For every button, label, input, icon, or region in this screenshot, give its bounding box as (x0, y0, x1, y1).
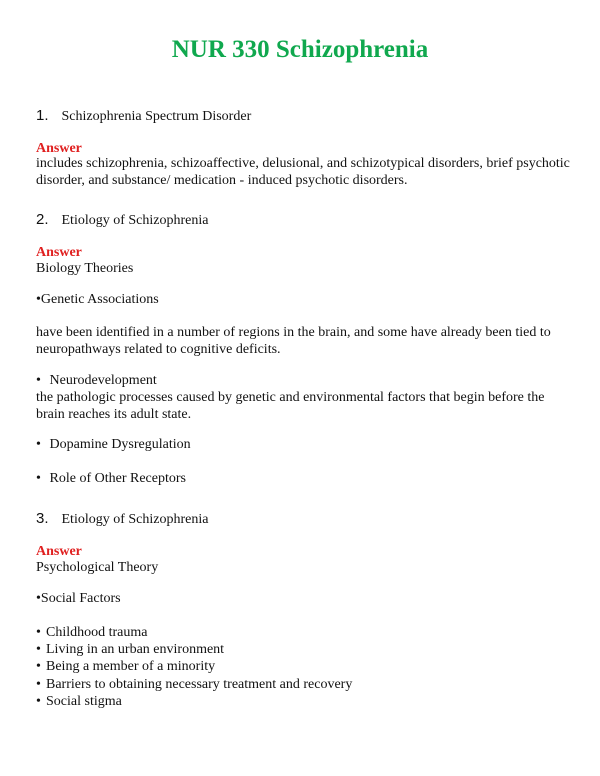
social-factors-list (36, 624, 352, 710)
page-title: NUR 330 Schizophrenia (171, 36, 429, 63)
answer-text: •Social Factors (36, 591, 121, 606)
answer-label: Answer (36, 245, 82, 260)
question-1 (36, 107, 251, 126)
list-item: • Living in an urban environment (36, 642, 225, 658)
question-text: Etiology of Schizophrenia (61, 213, 209, 228)
question-2 (36, 211, 208, 230)
answer-text: have been identified in a number of regions in the brain, and some have already been tied to neuropathways related to cognitive deficits. (36, 325, 551, 357)
list-item: • Dopamine Dysregulation (36, 437, 191, 452)
bullet: • (36, 373, 41, 388)
bullet: • (36, 471, 41, 486)
list-item: • Childhood trauma (36, 625, 148, 640)
bullet: • (36, 437, 41, 452)
bullet: • (36, 625, 41, 640)
answer-text: Biology Theories (36, 261, 134, 276)
answer-text: Psychological Theory (36, 560, 159, 575)
question-text: Schizophrenia Spectrum Disorder (61, 109, 252, 124)
answer-label: Answer (36, 141, 82, 156)
answer-label: Answer (36, 544, 82, 559)
answer-text: the pathologic processes caused by genetic and environmental factors that begin before the brain reaches its adult state. (36, 390, 545, 422)
bullet: • (36, 659, 41, 675)
list-item: • Social stigma (36, 693, 122, 709)
list-item: • Barriers to obtaining necessary treatment and recovery (36, 676, 353, 692)
bullet: • (36, 642, 41, 658)
answer-text: •Genetic Associations (36, 292, 159, 307)
question-number: 2. (36, 211, 49, 228)
bullet: • (36, 676, 41, 692)
list-item: • Being a member of a minority (36, 659, 216, 675)
list-item: • Neurodevelopment (36, 373, 157, 388)
question-number: 1. (36, 107, 49, 124)
question-3 (36, 510, 208, 529)
question-text: Etiology of Schizophrenia (61, 512, 209, 527)
answer-text: includes schizophrenia, schizoaffective, delusional, and schizotypical disorders, brief psychotic disorder, and substance/ medication - induced psychotic disorders. (36, 156, 570, 188)
bullet: • (36, 693, 41, 709)
list-item: • Role of Other Receptors (36, 471, 186, 486)
question-number: 3. (36, 510, 49, 527)
